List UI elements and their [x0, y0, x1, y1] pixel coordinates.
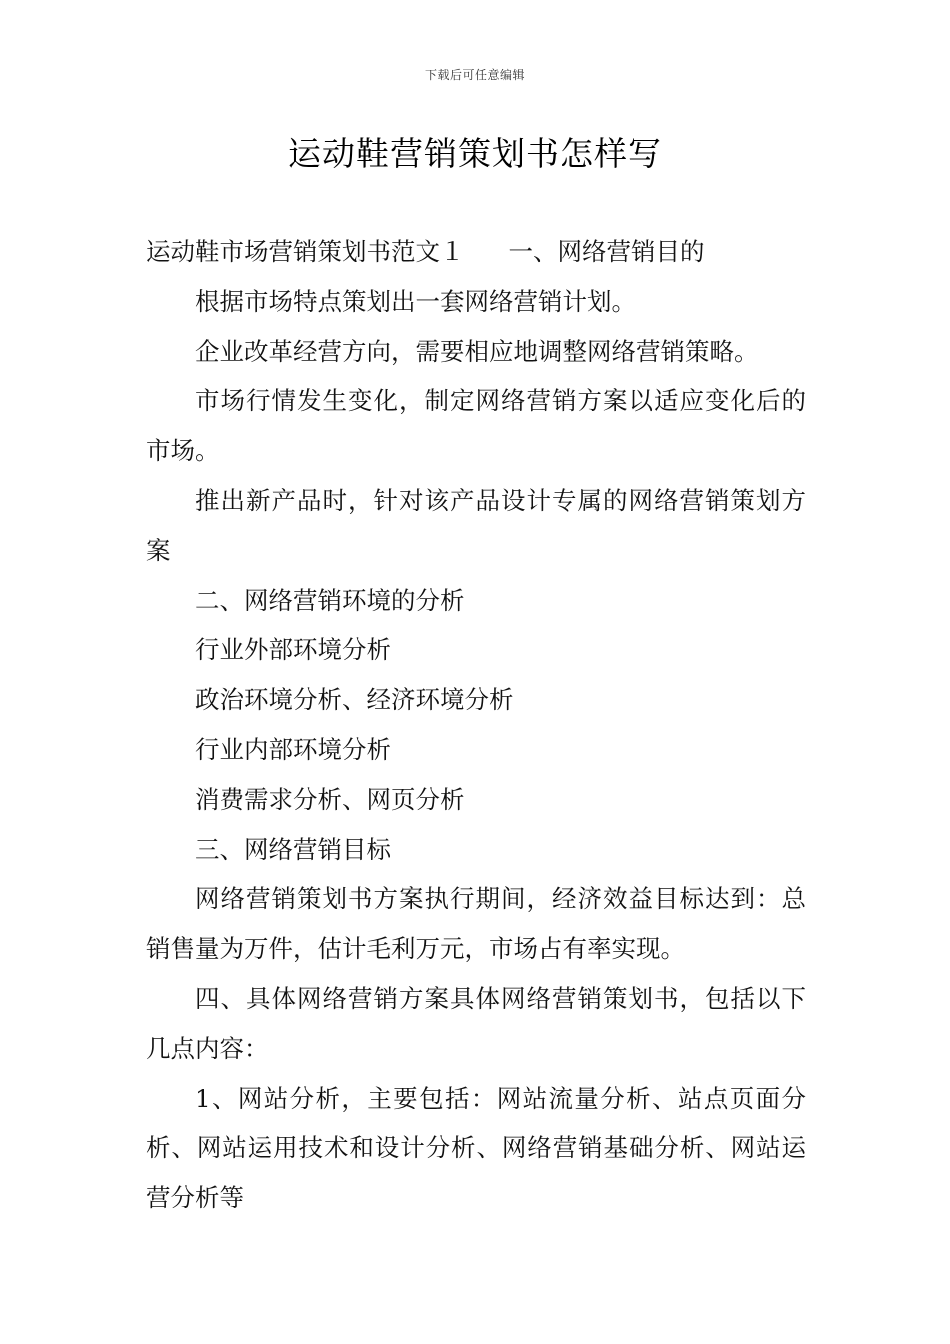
intro-left-text: 运动鞋市场营销策划书范文１ — [146, 237, 465, 266]
section-heading: 二、网络营销环境的分析 — [195, 585, 465, 615]
paragraph: 推出新产品时，针对该产品设计专属的网络营销策划方案 — [146, 485, 806, 565]
paragraph: 根据市场特点策划出一套网络营销计划。 — [195, 286, 636, 316]
header-note: 下载后可任意编辑 — [424, 68, 525, 82]
paragraph: 网络营销策划书方案执行期间，经济效益目标达到：总销售量为万件，估计毛利万元，市场占有率实现。 — [146, 884, 806, 964]
section-heading: 三、网络营销目标 — [195, 834, 391, 864]
paragraph: 消费需求分析、网页分析 — [195, 784, 465, 814]
document-title: 运动鞋营销策划书怎样写 — [288, 134, 662, 173]
paragraph: 行业外部环境分析 — [195, 635, 391, 665]
document-body — [146, 227, 806, 1223]
paragraph: 政治环境分析、经济环境分析 — [195, 685, 514, 715]
intro-right-text: 一、网络营销目的 — [508, 237, 705, 266]
paragraph: 行业内部环境分析 — [195, 734, 391, 764]
intro-paragraph — [146, 227, 806, 277]
paragraph: 1、网站分析，主要包括：网站流量分析、站点页面分析、网站运用技术和设计分析、网络营销基础分析、网站运营分析等 — [146, 1083, 806, 1213]
paragraph: 企业改革经营方向，需要相应地调整网络营销策略。 — [195, 336, 759, 366]
paragraph: 市场行情发生变化，制定网络营销方案以适应变化后的市场。 — [146, 386, 806, 466]
section-heading: 四、具体网络营销方案具体网络营销策划书，包括以下几点内容： — [146, 983, 806, 1063]
